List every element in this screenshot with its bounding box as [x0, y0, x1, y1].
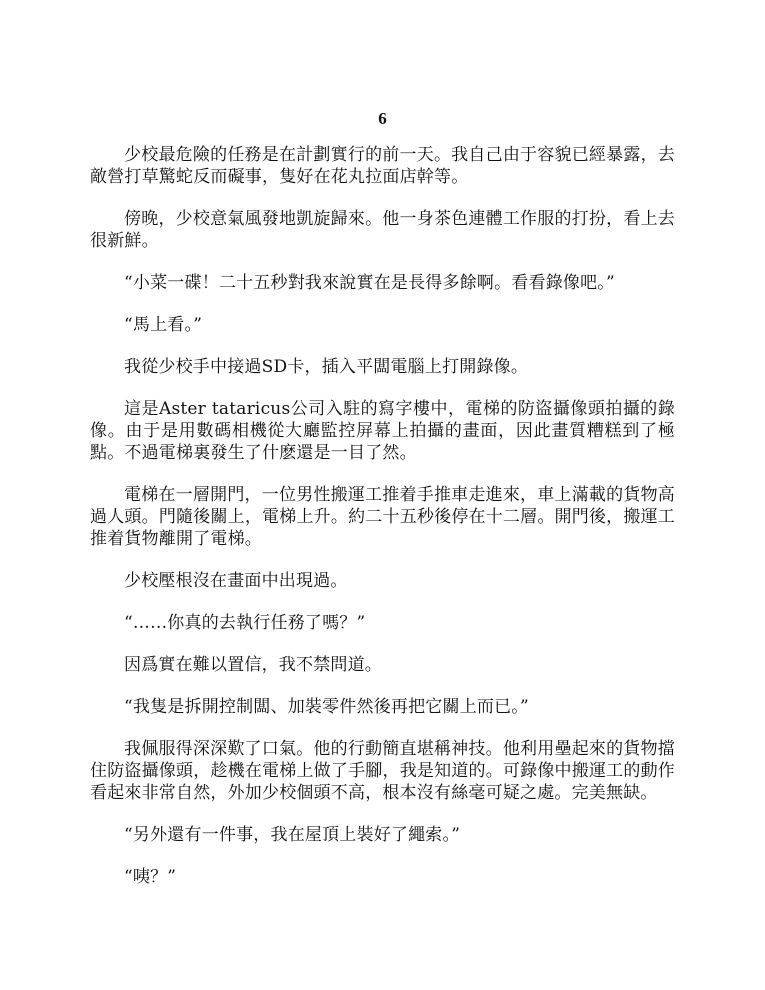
- paragraph: 我佩服得深深歎了口氣。他的行動簡直堪稱神技。他利用壘起來的貨物擋住防盜攝像頭，趁機在電梯上做了手腳，我是知道的。可錄像中搬運工的動作看起來非常自然，外加少校個頭不高，根本沒有絲毫可疑之處。完美無缺。: [90, 739, 675, 803]
- paragraph: “我隻是拆開控制闆、加裝零件然後再把它關上而已。”: [124, 697, 529, 717]
- paragraph: “小菜一碟！二十五秒對我來說實在是長得多餘啊。看看錄像吧。”: [124, 273, 615, 293]
- paragraph: 因爲實在難以置信，我不禁問道。: [124, 655, 382, 675]
- paragraph: 少校壓根沒在畫面中出現過。: [124, 571, 348, 591]
- paragraph: 少校最危險的任務是在計劃實行的前一天。我自己由于容貌已經暴露，去敵營打草驚蛇反而礙事，隻好在花丸拉面店幹等。: [90, 145, 675, 187]
- document-page: [90, 108, 675, 908]
- paragraph: 這是Aster tataricus公司入駐的寫字樓中，電梯的防盜攝像頭拍攝的錄像。由于是用數碼相機從大廳監控屏幕上拍攝的畫面，因此畫質糟糕到了極點。不過電梯裏發生了什麽還是一目了然。: [90, 399, 675, 463]
- paragraph: 我從少校手中接過SD卡，插入平闆電腦上打開錄像。: [124, 357, 529, 377]
- paragraph: 電梯在一層開門，一位男性搬運工推着手推車走進來，車上滿載的貨物高過人頭。門隨後關上，電梯上升。約二十五秒後停在十二層。開門後，搬運工推着貨物離開了電梯。: [90, 485, 675, 549]
- paragraph: “馬上看。”: [124, 315, 203, 335]
- paragraph: “另外還有一件事，我在屋頂上裝好了繩索。”: [124, 825, 461, 845]
- page-number: 6: [378, 109, 387, 128]
- paragraph: “……你真的去執行任務了嗎？”: [124, 613, 366, 633]
- paragraph: “咦？”: [124, 867, 177, 887]
- paragraph: 傍晚，少校意氣風發地凱旋歸來。他一身茶色連體工作服的打扮，看上去很新鮮。: [90, 209, 675, 251]
